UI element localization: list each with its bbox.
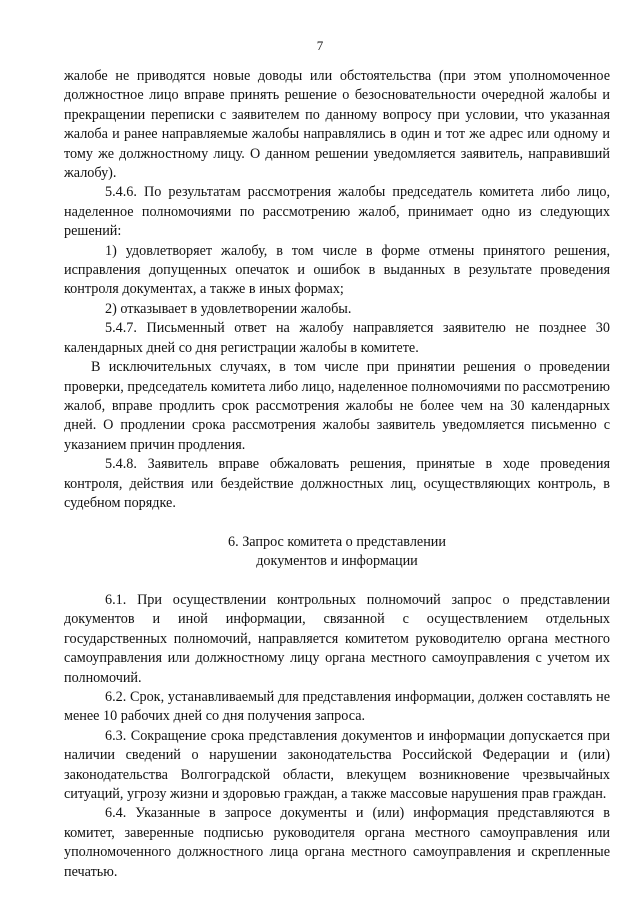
section-spacer [64, 572, 610, 591]
section-heading-line-2: документов и информации [256, 553, 418, 570]
section-spacer [64, 513, 610, 532]
paragraph-complaint-continuation: жалобе не приводятся новые доводы или обстоятельства (при этом уполномоченное должностное лицо вправе принять решение о безосновательности очередной жалобы и прекращении переписки с заявителем по данному вопросу при условии, что указанная жалоба и ранее направляемые жалобы направлялись в один и тот же адрес или одному и тому же должностному лицу. О данном решении уведомляется заявитель, направивший жалобу). [64, 68, 610, 182]
paragraph-6-1: 6.1. При осуществлении контрольных полномочий запрос о представлении документов и иной информации, связанной с осуществлением отдельных государственных полномочий, направляется комитетом руководителю органа местного самоуправления или должностному лицу органа местного самоуправления с учетом их полномочий. [64, 591, 610, 686]
paragraph-6-2: 6.2. Срок, устанавливаемый для представления информации, должен составлять не менее 10 рабочих дней со дня получения запроса. [64, 688, 610, 725]
paragraph-5-4-7: 5.4.7. Письменный ответ на жалобу направляется заявителю не позднее 30 календарных дней со дня регистрации жалобы в комитете. [64, 320, 610, 356]
paragraph-5-4-6: 5.4.6. По результатам рассмотрения жалобы председатель комитета либо лицо, наделенное полномочиями по рассмотрению жалоб, принимает одно из следующих решений: [64, 184, 610, 240]
paragraph-6-4: 6.4. Указанные в запросе документы и (или) информация представляются в комитет, заверенные подписью руководителя органа местного самоуправления или уполномоченного должностного лица органа местного самоуправления и скрепленные печатью. [64, 805, 610, 880]
page-number: 7 [316, 38, 324, 53]
paragraph-exceptional-cases: В исключительных случаях, в том числе при принятии решения о проведении проверки, председатель комитета либо лицо, наделенное полномочиями по рассмотрению жалоб, вправе продлить срок рассмотрения жалобы не более чем на 30 календарных дней. О продлении срока рассмотрения жалобы заявитель уведомляется письменно с указанием причин продления. [64, 359, 610, 453]
paragraph-6-3: 6.3. Сокращение срока представления документов и информации допускается при наличии сведений о нарушении законодательства Российской Федерации и (или) законодательства Волгоградской области, влекущем возникновение чрезвычайных ситуаций, угрозу жизни и здоровью граждан, а также массовые нарушения прав граждан. [64, 727, 610, 802]
paragraph-5-4-8: 5.4.8. Заявитель вправе обжаловать решения, принятые в ходе проведения контроля, действия или бездействие должностных лиц, осуществляющих контроль, в судебном порядке. [64, 456, 610, 511]
document-body [64, 67, 610, 882]
section-heading-line-1: 6. Запрос комитета о представлении [228, 533, 446, 550]
list-item-1: 1) удовлетворяет жалобу, в том числе в форме отмены принятого решения, исправления допущенных опечаток и ошибок в выданных в результате проведения контроля документах, а также в иных формах; [64, 242, 610, 298]
list-item-2: 2) отказывает в удовлетворении жалобы. [105, 300, 352, 317]
